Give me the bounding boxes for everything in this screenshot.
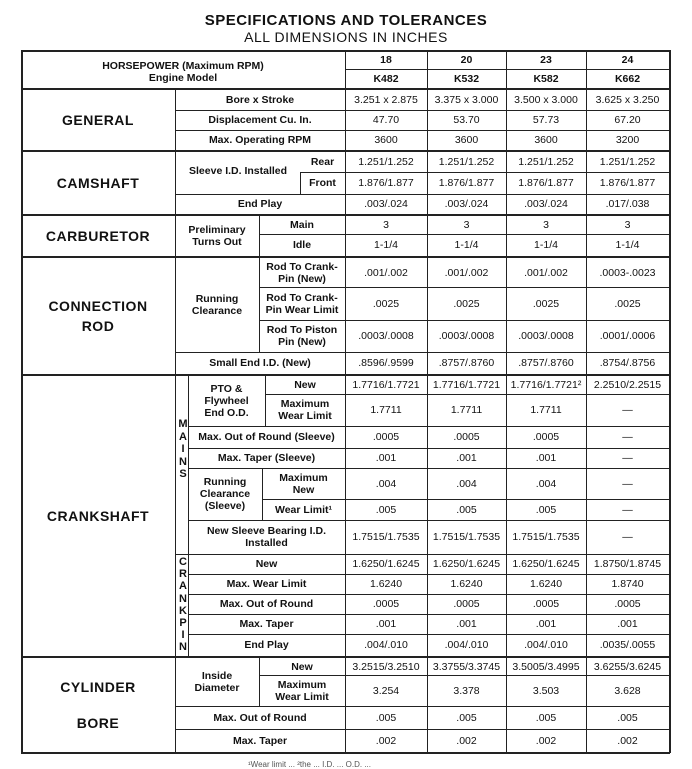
value-cell: .004/.010 xyxy=(364,639,408,651)
mains-vertical-label: M A I N S xyxy=(178,418,188,481)
value-cell: .0005 xyxy=(532,431,560,443)
rule-vertical xyxy=(345,50,346,753)
value-cell: 3.5005/3.4995 xyxy=(512,660,580,673)
section-general: GENERAL xyxy=(62,112,134,128)
value-cell: 2.2510/2.2515 xyxy=(593,379,662,391)
value-cell: .0025 xyxy=(453,297,480,310)
value-cell: 1.7515/1.7535 xyxy=(352,531,420,543)
value-cell: .004 xyxy=(375,477,397,490)
value-cell: 3.500 x 3.000 xyxy=(514,94,578,106)
value-cell: 1.876/1.877 xyxy=(358,177,414,189)
engine-model: K482 xyxy=(373,72,399,85)
value-cell: .004/.010 xyxy=(524,639,568,651)
rule-horizontal xyxy=(265,394,670,395)
row-label: New xyxy=(291,660,313,673)
hp-value: 18 xyxy=(380,53,392,66)
hp-value: 23 xyxy=(540,53,552,66)
value-cell: .8754/.8756 xyxy=(599,357,656,369)
value-cell: .003/.024 xyxy=(444,198,489,210)
value-cell: 1.251/1.252 xyxy=(358,156,414,168)
value-cell: .001 xyxy=(535,618,557,630)
row-label: Max. Out of Round xyxy=(213,711,307,724)
value-cell: 1.7515/1.7535 xyxy=(512,531,580,543)
footnote: ¹Wear limit ... ²the ... I.D. ... O.D. ... xyxy=(248,760,371,769)
value-cell: .0025 xyxy=(372,297,400,310)
value-cell: 67.20 xyxy=(614,114,641,126)
value-cell: 3.503 xyxy=(532,684,560,697)
row-label: Maximum Wear Limit xyxy=(275,678,329,703)
value-cell: 1.8750/1.8745 xyxy=(593,558,662,570)
rule-vertical xyxy=(669,50,671,753)
row-label: Max. Taper xyxy=(232,734,288,747)
row-label: Maximum Wear Limit xyxy=(278,398,332,422)
value-cell: 57.73 xyxy=(532,114,560,126)
value-cell: .005 xyxy=(456,711,477,724)
value-cell: — xyxy=(622,431,633,443)
value-cell: 1.6250/1.6245 xyxy=(512,558,580,570)
value-cell: 1.7711 xyxy=(370,404,402,416)
section-cylinder-bore: CYLINDER BORE xyxy=(60,679,136,731)
rule-horizontal xyxy=(345,69,670,70)
value-cell: 1.7716/1.7721 xyxy=(432,379,501,391)
value-cell: 1.251/1.252 xyxy=(438,156,495,168)
value-cell: 3.628 xyxy=(614,684,641,697)
value-cell: 1.6250/1.6245 xyxy=(432,558,501,570)
value-cell: .001/.002 xyxy=(524,266,568,279)
rule-horizontal xyxy=(188,594,670,595)
row-label: New Sleeve Bearing I.D. Installed xyxy=(206,525,327,549)
engine-model: K582 xyxy=(533,72,559,85)
engine-model-label: Engine Model xyxy=(148,72,218,84)
value-cell: 3 xyxy=(463,219,470,231)
row-label: Front xyxy=(309,177,336,189)
value-cell: 3600 xyxy=(374,134,398,146)
value-cell: 1.6240 xyxy=(450,578,483,590)
hp-value: 20 xyxy=(460,53,473,66)
value-cell: 3 xyxy=(624,219,631,231)
rule-horizontal xyxy=(175,130,670,131)
group-label: Running Clearance xyxy=(191,293,243,317)
value-cell: .002 xyxy=(456,734,477,747)
value-cell: 3.254 xyxy=(372,684,400,697)
value-cell: .003/.024 xyxy=(364,198,408,210)
value-cell: .001 xyxy=(456,618,477,630)
row-label: Displacement Cu. In. xyxy=(208,114,312,126)
row-label: Maximum New xyxy=(279,471,328,496)
page-title: SPECIFICATIONS AND TOLERANCES xyxy=(204,12,488,29)
value-cell: .005 xyxy=(375,711,397,724)
value-cell: .001/.002 xyxy=(364,266,408,279)
group-label: Running Clearance (Sleeve) xyxy=(199,476,251,512)
value-cell: 1-1/4 xyxy=(534,239,558,251)
value-cell: .0005 xyxy=(532,598,560,610)
value-cell: .0005 xyxy=(372,431,400,443)
value-cell: .8757/.8760 xyxy=(518,357,574,369)
value-cell: — xyxy=(622,477,633,490)
rule-vertical xyxy=(506,50,507,753)
rule-vertical xyxy=(175,376,176,657)
value-cell: .0003-.0023 xyxy=(599,266,656,279)
rule-horizontal xyxy=(188,614,670,615)
row-label: Rod To Piston Pin (New) xyxy=(266,324,338,348)
value-cell: 3600 xyxy=(534,134,558,146)
group-label: PTO & Flywheel End O.D. xyxy=(204,383,249,419)
value-cell: 1.876/1.877 xyxy=(599,177,656,189)
value-cell: 47.70 xyxy=(372,114,400,126)
rule-vertical xyxy=(21,50,23,753)
value-cell: .0005 xyxy=(614,598,641,610)
value-cell: .002 xyxy=(535,734,557,747)
rule-horizontal xyxy=(188,634,670,635)
value-cell: — xyxy=(622,404,633,416)
rule-horizontal xyxy=(259,287,670,288)
value-cell: — xyxy=(622,531,633,543)
row-label: End Play xyxy=(237,198,283,210)
value-cell: .002 xyxy=(617,734,638,747)
value-cell: .005 xyxy=(617,711,638,724)
value-cell: 3.2515/3.2510 xyxy=(352,660,420,673)
value-cell: .0003/.0008 xyxy=(518,330,574,342)
value-cell: 1.6240 xyxy=(529,578,563,590)
rule-horizontal xyxy=(300,172,670,173)
value-cell: .001 xyxy=(535,452,557,464)
value-cell: .001 xyxy=(375,452,397,464)
value-cell: 3.3755/3.3745 xyxy=(432,660,501,673)
value-cell: 1.8740 xyxy=(611,578,644,590)
row-label: Bore x Stroke xyxy=(225,94,295,106)
rule-vertical xyxy=(259,658,260,707)
value-cell: 1.876/1.877 xyxy=(438,177,495,189)
value-cell: 1-1/4 xyxy=(374,239,398,251)
value-cell: .0005 xyxy=(372,598,400,610)
value-cell: 1.7716/1.7721 xyxy=(352,379,420,391)
rule-horizontal xyxy=(188,574,670,575)
group-label: Preliminary Turns Out xyxy=(188,224,246,248)
row-label: End Play xyxy=(244,639,289,651)
rule-vertical xyxy=(427,50,428,753)
rule-vertical xyxy=(586,50,587,753)
value-cell: 3600 xyxy=(454,134,479,146)
hp-value: 24 xyxy=(621,53,634,66)
value-cell: 1.876/1.877 xyxy=(518,177,574,189)
rule-vertical xyxy=(175,152,176,215)
value-cell: .004/.010 xyxy=(444,639,489,651)
value-cell: 1.7716/1.7721² xyxy=(510,379,582,391)
value-cell: 1-1/4 xyxy=(615,239,640,251)
row-label: New xyxy=(294,379,316,391)
value-cell: .004 xyxy=(535,477,557,490)
rule-horizontal xyxy=(175,110,670,111)
rule-horizontal xyxy=(259,320,670,321)
section-connection-rod: CONNECTION ROD xyxy=(48,298,148,334)
row-label: Max. Out of Round (Sleeve) xyxy=(198,431,335,443)
row-label: Rod To Crank- Pin Wear Limit xyxy=(265,291,339,316)
value-cell: 3.6255/3.6245 xyxy=(593,660,662,673)
rule-vertical xyxy=(175,90,176,151)
rule-vertical xyxy=(259,258,260,353)
page-subtitle: ALL DIMENSIONS IN INCHES xyxy=(244,29,448,45)
value-cell: .8757/.8760 xyxy=(438,357,495,369)
value-cell: .0003/.0008 xyxy=(438,330,495,342)
row-label: Rear xyxy=(310,156,335,168)
rule-vertical xyxy=(175,658,176,753)
row-label: Max. Operating RPM xyxy=(208,134,312,146)
value-cell: .005 xyxy=(456,503,477,516)
value-cell: .0005 xyxy=(453,598,480,610)
value-cell: .0001/.0006 xyxy=(599,330,656,342)
value-cell: 1.251/1.252 xyxy=(518,156,574,168)
rule-vertical xyxy=(265,376,266,427)
rule-horizontal xyxy=(262,499,670,500)
row-label: Idle xyxy=(292,239,312,251)
horsepower-label: HORSEPOWER (Maximum RPM) xyxy=(102,60,264,72)
value-cell: .001/.002 xyxy=(444,266,489,279)
rule-vertical xyxy=(175,258,176,375)
value-cell: .002 xyxy=(375,734,397,747)
section-carburetor: CARBURETOR xyxy=(45,228,151,244)
rule-vertical xyxy=(175,216,176,257)
value-cell: .003/.024 xyxy=(524,198,568,210)
value-cell: — xyxy=(622,452,633,464)
value-cell: 1.7515/1.7535 xyxy=(432,531,501,543)
group-label: Inside Diameter xyxy=(194,670,240,694)
rule-horizontal xyxy=(175,194,670,195)
value-cell: .8596/.9599 xyxy=(358,357,414,369)
row-label: Max. Taper (Sleeve) xyxy=(217,452,316,464)
row-label: Max. Taper xyxy=(239,618,294,630)
rule-vertical xyxy=(262,468,263,521)
value-cell: 3.251 x 2.875 xyxy=(354,94,418,106)
value-cell: .004 xyxy=(456,477,477,490)
value-cell: .005 xyxy=(375,503,397,516)
value-cell: 1.7711 xyxy=(530,404,562,416)
row-label: Max. Out of Round xyxy=(219,598,314,610)
rule-horizontal xyxy=(259,675,670,676)
value-cell: .0025 xyxy=(532,297,560,310)
value-cell: 1-1/4 xyxy=(454,239,479,251)
value-cell: — xyxy=(622,503,633,516)
engine-model: K532 xyxy=(453,72,480,85)
engine-model: K662 xyxy=(614,72,641,85)
row-label: Wear Limit¹ xyxy=(275,503,332,516)
row-label: Small End I.D. (New) xyxy=(209,357,311,369)
value-cell: .0025 xyxy=(614,297,641,310)
crankpin-vertical-label: C R A N K P I N xyxy=(179,556,187,654)
group-label: Sleeve I.D. Installed xyxy=(189,165,288,177)
value-cell: .0005 xyxy=(453,431,480,443)
value-cell: 1.6240 xyxy=(369,578,403,590)
value-cell: 3 xyxy=(383,219,389,231)
value-cell: 3.378 xyxy=(453,684,480,697)
value-cell: 3200 xyxy=(615,134,640,146)
row-label: New xyxy=(255,558,278,570)
row-label: Rod To Crank- Pin (New) xyxy=(266,260,338,285)
value-cell: 1.7711 xyxy=(450,404,483,416)
value-cell: 3.625 x 3.250 xyxy=(595,94,660,106)
section-camshaft: CAMSHAFT xyxy=(56,175,140,191)
rule-vertical xyxy=(300,172,301,195)
value-cell: .001 xyxy=(375,618,397,630)
value-cell: .001 xyxy=(456,452,477,464)
value-cell: 1.251/1.252 xyxy=(599,156,656,168)
value-cell: .005 xyxy=(535,503,557,516)
value-cell: 3.375 x 3.000 xyxy=(434,94,499,106)
value-cell: 1.6250/1.6245 xyxy=(352,558,420,570)
value-cell: .017/.038 xyxy=(605,198,650,210)
row-label: Max. Wear Limit xyxy=(226,578,307,590)
row-label: Main xyxy=(290,219,314,231)
section-crankshaft: CRANKSHAFT xyxy=(46,508,150,524)
value-cell: .0035/.0055 xyxy=(599,639,656,651)
rule-vertical xyxy=(259,216,260,257)
value-cell: 53.70 xyxy=(453,114,480,126)
value-cell: .001 xyxy=(617,618,638,630)
rule-horizontal xyxy=(259,234,670,235)
value-cell: 3 xyxy=(543,219,549,231)
value-cell: .0003/.0008 xyxy=(358,330,414,342)
value-cell: .005 xyxy=(535,711,557,724)
